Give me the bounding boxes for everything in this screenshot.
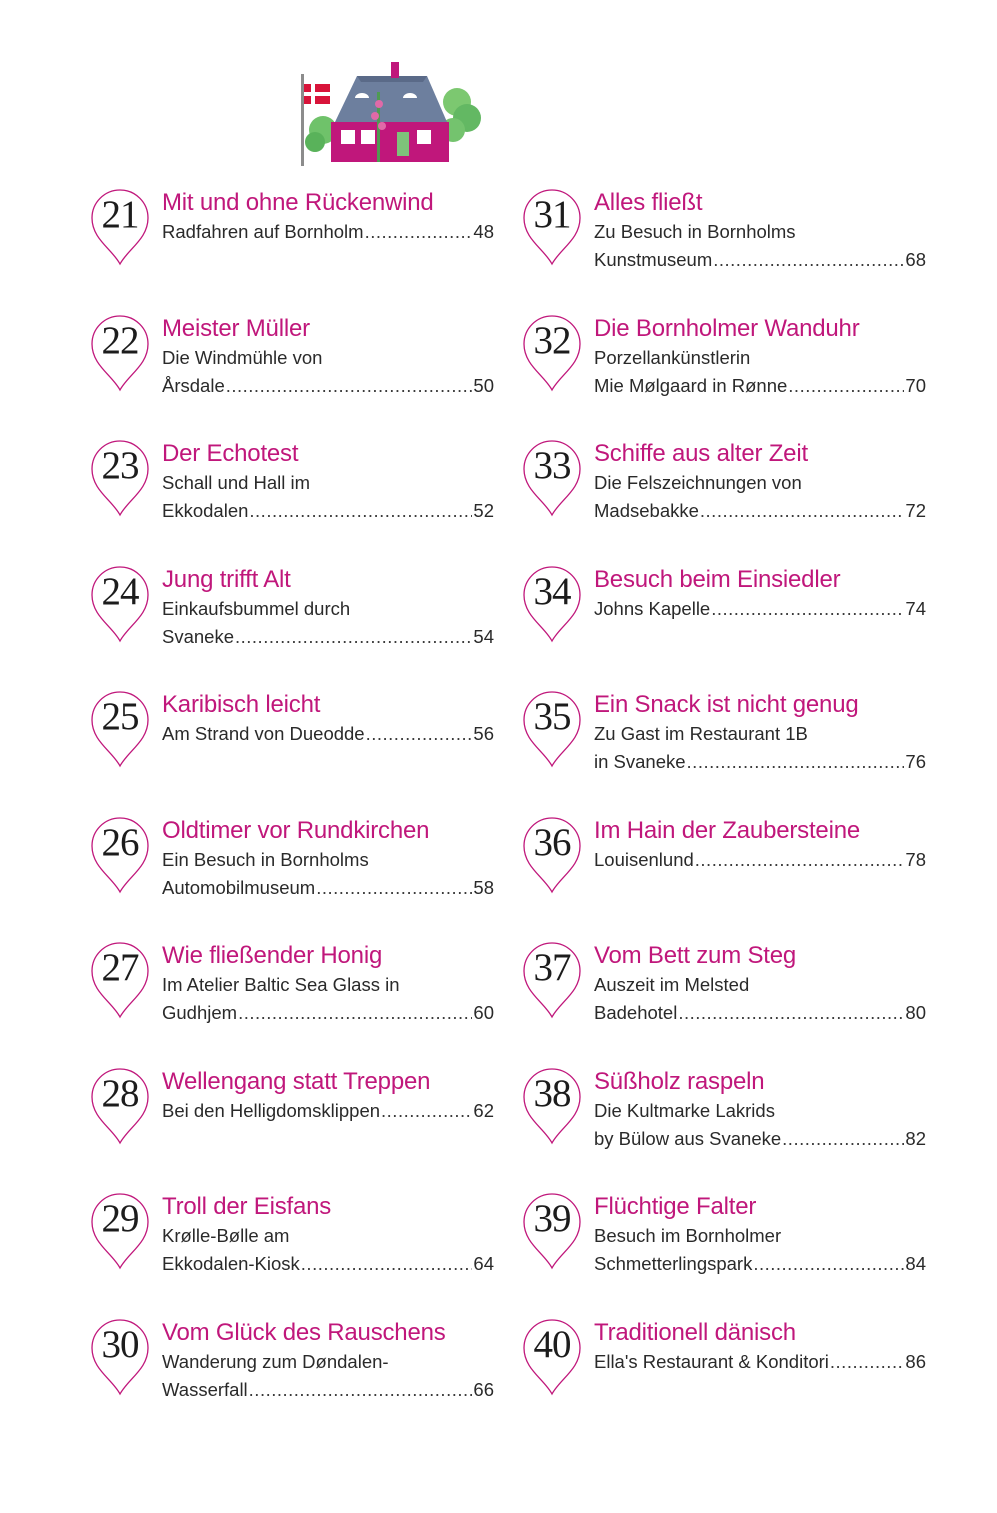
toc-entry[interactable] xyxy=(88,562,508,672)
dot-leader xyxy=(788,372,904,400)
chapter-number: 37 xyxy=(533,946,571,989)
chapter-number: 29 xyxy=(101,1197,139,1240)
page-number: 76 xyxy=(905,751,926,772)
location-pin-icon xyxy=(520,1064,588,1146)
location-pin-icon xyxy=(88,562,156,644)
dot-leader xyxy=(381,1097,472,1125)
toc-entry[interactable] xyxy=(88,1315,508,1425)
entry-text xyxy=(162,938,494,1027)
subtitle-text: Gudhjem xyxy=(162,1002,238,1023)
chapter-title: Die Bornholmer Wanduhr xyxy=(594,314,860,342)
subtitle-text: Am Strand von Dueodde xyxy=(162,723,365,744)
chapter-number: 22 xyxy=(101,318,139,362)
chapter-number: 33 xyxy=(533,444,571,487)
toc-entry[interactable] xyxy=(520,1189,940,1299)
subtitle-text: Louisenlund xyxy=(594,848,694,870)
subtitle-text: in Svaneke xyxy=(594,751,686,772)
chapter-subtitle-line xyxy=(594,469,926,497)
chapter-number: 23 xyxy=(101,444,139,487)
chapter-subtitle-line xyxy=(162,1097,494,1125)
toc-entry[interactable] xyxy=(88,436,508,546)
location-pin-icon xyxy=(520,562,588,644)
chapter-number: 21 xyxy=(101,193,139,236)
chapter-subtitle-line xyxy=(162,595,494,623)
chapter-number: 26 xyxy=(101,820,139,864)
entry-text xyxy=(162,813,494,902)
dot-leader xyxy=(365,218,473,246)
dot-leader xyxy=(782,1125,904,1153)
chapter-number: 25 xyxy=(101,695,139,738)
subtitle-text: Mie Mølgaard in Rønne xyxy=(594,374,788,396)
chapter-subtitle-line xyxy=(594,1125,926,1153)
page-number: 82 xyxy=(905,1127,926,1149)
subtitle-text: by Bülow aus Svaneke xyxy=(594,1127,782,1149)
chapter-title: Traditionell dänisch xyxy=(594,1318,796,1346)
chapter-subtitle-line xyxy=(162,1250,494,1278)
chapter-subtitle-line xyxy=(162,1222,494,1250)
chapter-subtitle-line xyxy=(594,595,926,623)
chapter-number: 40 xyxy=(533,1322,571,1366)
dot-leader xyxy=(700,497,905,525)
chapter-subtitle-line xyxy=(594,1250,926,1278)
entry-text xyxy=(594,436,926,525)
chapter-title: Der Echotest xyxy=(162,440,299,467)
subtitle-text: Porzellankünstlerin xyxy=(594,346,751,368)
entry-text xyxy=(594,1189,926,1278)
chapter-title: Ein Snack ist nicht genug xyxy=(594,691,859,718)
dot-leader xyxy=(687,748,905,776)
entry-text xyxy=(594,311,926,400)
toc-entry[interactable] xyxy=(88,1064,508,1174)
chapter-subtitle-line xyxy=(594,748,926,776)
chapter-title: Flüchtige Falter xyxy=(594,1193,757,1220)
subtitle-text: Ella's Restaurant & Konditori xyxy=(594,1350,829,1372)
entry-text xyxy=(162,436,494,525)
toc-entry[interactable] xyxy=(88,311,508,421)
page-number: 78 xyxy=(905,848,926,870)
chapter-subtitle-line xyxy=(162,1348,494,1376)
chapter-subtitle-line xyxy=(594,999,926,1027)
chapter-title: Karibisch leicht xyxy=(162,691,321,718)
entry-text xyxy=(594,1315,926,1376)
dot-leader xyxy=(753,1250,904,1278)
subtitle-text: Schall und Hall im xyxy=(162,472,311,493)
subtitle-text: Kunstmuseum xyxy=(594,249,713,270)
chapter-subtitle-line xyxy=(594,344,926,372)
chapter-title: Besuch beim Einsiedler xyxy=(594,565,841,593)
location-pin-icon xyxy=(88,436,156,518)
page-number: 54 xyxy=(473,625,494,647)
subtitle-text: Schmetterlingspark xyxy=(594,1253,753,1274)
location-pin-icon xyxy=(520,813,588,895)
chapter-title: Im Hain der Zaubersteine xyxy=(594,816,860,844)
page-number: 66 xyxy=(473,1378,494,1400)
page-number: 58 xyxy=(473,876,494,898)
subtitle-text: Besuch im Bornholmer xyxy=(594,1225,782,1246)
subtitle-text: Die Windmühle von xyxy=(162,346,323,368)
dot-leader xyxy=(301,1250,473,1278)
entry-text xyxy=(594,185,926,274)
chapter-subtitle-line xyxy=(594,497,926,525)
toc-entry[interactable] xyxy=(520,687,940,797)
toc-entry[interactable] xyxy=(88,687,508,797)
chapter-subtitle-line xyxy=(162,720,494,748)
toc-entry[interactable] xyxy=(520,185,940,295)
entry-text xyxy=(162,1189,494,1278)
page-number: 60 xyxy=(473,1002,494,1023)
chapter-number: 38 xyxy=(533,1071,571,1115)
chapter-title: Schiffe aus alter Zeit xyxy=(594,440,808,467)
page-number: 48 xyxy=(473,221,494,242)
chapter-number: 31 xyxy=(533,193,571,236)
subtitle-text: Johns Kapelle xyxy=(594,597,711,619)
subtitle-text: Auszeit im Melsted xyxy=(594,974,750,995)
chapter-subtitle-line xyxy=(594,1348,926,1376)
page-number: 84 xyxy=(905,1253,926,1274)
dot-leader xyxy=(713,246,904,274)
subtitle-text: Bei den Helligdomsklippen xyxy=(162,1099,381,1121)
subtitle-text: Radfahren auf Bornholm xyxy=(162,221,364,242)
subtitle-text: Im Atelier Baltic Sea Glass in xyxy=(162,974,400,995)
chapter-title: Meister Müller xyxy=(162,314,310,342)
chapter-title: Süßholz raspeln xyxy=(594,1067,765,1095)
toc-entry[interactable] xyxy=(520,938,940,1048)
dot-leader xyxy=(316,874,472,902)
chapter-subtitle-line xyxy=(162,874,494,902)
toc-entry[interactable] xyxy=(520,813,940,923)
subtitle-text: Ekkodalen-Kiosk xyxy=(162,1253,300,1274)
subtitle-text: Krølle-Bølle am xyxy=(162,1225,290,1246)
toc-entry[interactable] xyxy=(520,562,940,672)
chapter-title: Vom Glück des Rauschens xyxy=(162,1318,446,1346)
chapter-number: 27 xyxy=(101,946,139,989)
location-pin-icon xyxy=(520,938,588,1020)
subtitle-text: Einkaufsbummel durch xyxy=(162,597,351,619)
chapter-subtitle-line xyxy=(162,1376,494,1404)
toc-entry[interactable] xyxy=(520,311,940,421)
subtitle-text: Årsdale xyxy=(162,374,225,396)
location-pin-icon xyxy=(88,813,156,895)
chapter-subtitle-line xyxy=(162,999,494,1027)
entry-text xyxy=(594,1064,926,1153)
dot-leader xyxy=(249,1376,473,1404)
chapter-subtitle-line xyxy=(162,971,494,999)
subtitle-text: Zu Gast im Restaurant 1B xyxy=(594,723,808,744)
page-number: 56 xyxy=(473,723,494,744)
chapter-number: 24 xyxy=(101,569,139,613)
subtitle-text: Die Felszeichnungen von xyxy=(594,472,802,493)
location-pin-icon xyxy=(520,687,588,769)
location-pin-icon xyxy=(520,1189,588,1271)
chapter-subtitle-line xyxy=(594,720,926,748)
location-pin-icon xyxy=(520,436,588,518)
chapter-title: Wie fließender Honig xyxy=(162,942,383,969)
entry-text xyxy=(594,938,926,1027)
chapter-subtitle-line xyxy=(594,218,926,246)
toc-entry[interactable] xyxy=(520,1315,940,1425)
location-pin-icon xyxy=(520,1315,588,1397)
chapter-subtitle-line xyxy=(594,846,926,874)
entry-text xyxy=(594,687,926,776)
chapter-title: Wellengang statt Treppen xyxy=(162,1067,431,1095)
chapter-subtitle-line xyxy=(162,469,494,497)
dot-leader xyxy=(830,1348,905,1376)
chapter-number: 39 xyxy=(533,1197,571,1240)
location-pin-icon xyxy=(520,311,588,393)
page-number: 52 xyxy=(473,500,494,521)
chapter-number: 32 xyxy=(533,318,571,362)
chapter-subtitle-line xyxy=(162,344,494,372)
location-pin-icon xyxy=(88,687,156,769)
subtitle-text: Svaneke xyxy=(162,625,234,647)
location-pin-icon xyxy=(88,185,156,267)
chapter-number: 36 xyxy=(533,820,571,864)
location-pin-icon xyxy=(88,938,156,1020)
entry-text xyxy=(162,1064,494,1125)
chapter-title: Vom Bett zum Steg xyxy=(594,942,797,969)
subtitle-text: Wasserfall xyxy=(162,1378,248,1400)
entry-text xyxy=(162,562,494,651)
chapter-title: Alles fließt xyxy=(594,189,703,216)
dot-leader xyxy=(238,999,472,1027)
location-pin-icon xyxy=(520,185,588,267)
chapter-subtitle-line xyxy=(594,246,926,274)
subtitle-text: Madsebakke xyxy=(594,500,699,521)
entry-text xyxy=(162,185,494,246)
dot-leader xyxy=(711,595,904,623)
toc-entry[interactable] xyxy=(88,1189,508,1299)
chapter-title: Oldtimer vor Rundkirchen xyxy=(162,816,430,844)
page-number: 68 xyxy=(905,249,926,270)
entry-text xyxy=(594,562,926,623)
page-number: 70 xyxy=(905,374,926,396)
chapter-number: 28 xyxy=(101,1071,139,1115)
subtitle-text: Ekkodalen xyxy=(162,500,249,521)
chapter-subtitle-line xyxy=(162,497,494,525)
chapter-subtitle-line xyxy=(162,218,494,246)
entry-text xyxy=(162,311,494,400)
location-pin-icon xyxy=(88,1315,156,1397)
page-number: 74 xyxy=(905,597,926,619)
page-number: 62 xyxy=(473,1099,494,1121)
chapter-subtitle-line xyxy=(162,372,494,400)
entry-text xyxy=(162,1315,494,1404)
entry-text xyxy=(162,687,494,748)
toc-entry[interactable] xyxy=(520,1064,940,1174)
dot-leader xyxy=(366,720,473,748)
chapter-subtitle-line xyxy=(594,1097,926,1125)
toc-entry[interactable] xyxy=(88,938,508,1048)
dot-leader xyxy=(678,999,904,1027)
dot-leader xyxy=(235,623,472,651)
chapter-subtitle-line xyxy=(162,623,494,651)
subtitle-text: Automobilmuseum xyxy=(162,876,316,898)
toc-entry[interactable] xyxy=(88,185,508,295)
chapter-subtitle-line xyxy=(162,846,494,874)
chapter-number: 34 xyxy=(533,569,571,613)
subtitle-text: Die Kultmarke Lakrids xyxy=(594,1099,775,1121)
chapter-title: Troll der Eisfans xyxy=(162,1193,332,1220)
location-pin-icon xyxy=(88,1189,156,1271)
dot-leader xyxy=(249,497,472,525)
subtitle-text: Ein Besuch in Bornholms xyxy=(162,848,369,870)
toc-entry[interactable] xyxy=(520,436,940,546)
page-number: 86 xyxy=(905,1350,926,1372)
chapter-number: 30 xyxy=(101,1322,139,1366)
page-number: 50 xyxy=(473,374,494,396)
dot-leader xyxy=(695,846,905,874)
chapter-number: 35 xyxy=(533,695,571,738)
toc-entry[interactable] xyxy=(88,813,508,923)
chapter-subtitle-line xyxy=(594,1222,926,1250)
page-number: 80 xyxy=(905,1002,926,1023)
dot-leader xyxy=(226,372,473,400)
subtitle-text: Wanderung zum Døndalen- xyxy=(162,1350,389,1372)
entry-text xyxy=(594,813,926,874)
danish-house-with-flag-icon xyxy=(295,52,485,170)
subtitle-text: Zu Besuch in Bornholms xyxy=(594,221,796,242)
chapter-title: Jung trifft Alt xyxy=(162,565,291,593)
chapter-subtitle-line xyxy=(594,372,926,400)
page-number: 72 xyxy=(905,500,926,521)
chapter-title: Mit und ohne Rückenwind xyxy=(162,189,434,216)
chapter-subtitle-line xyxy=(594,971,926,999)
location-pin-icon xyxy=(88,1064,156,1146)
location-pin-icon xyxy=(88,311,156,393)
subtitle-text: Badehotel xyxy=(594,1002,678,1023)
page-number: 64 xyxy=(473,1253,494,1274)
